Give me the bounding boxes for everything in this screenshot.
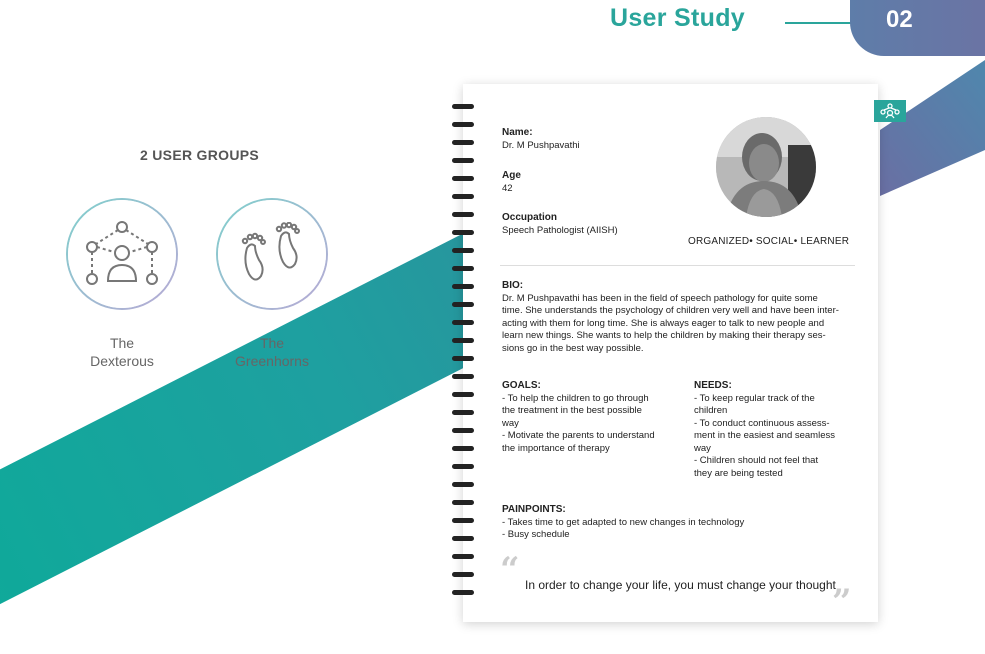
goals-line: - Motivate the parents to understand xyxy=(502,430,655,441)
occupation-label: Occupation xyxy=(502,212,558,223)
bio-line: time. She understands the psychology of children very well and have been inter- xyxy=(502,305,839,316)
persona-photo xyxy=(716,117,816,217)
needs-line: - To keep regular track of the xyxy=(694,392,815,404)
age-label: Age xyxy=(502,170,521,181)
user-group-greenhorns xyxy=(212,198,332,370)
needs-line: way xyxy=(694,442,711,454)
needs-label: NEEDS: xyxy=(694,380,732,391)
network-icon xyxy=(880,103,900,119)
needs-line: - To conduct continuous assess- xyxy=(694,417,830,429)
footprints-icon xyxy=(237,222,307,286)
goals-line: the treatment in the best possible xyxy=(502,405,642,416)
goals-line: the importance of therapy xyxy=(502,442,610,454)
needs-line: - Children should not feel that xyxy=(694,455,819,466)
bio-line: acting with them for long time. She is always eager to talk to new people and xyxy=(502,317,825,329)
user-groups-title: 2 USER GROUPS xyxy=(140,147,260,163)
persona-quote: In order to change your life, you must change your thought xyxy=(525,578,836,592)
bio-line: learn new things. She wants to help the children by making their therapy ses- xyxy=(502,330,826,341)
group-label-line2: Dexterous xyxy=(90,353,154,369)
painpoints-label: PAINPOINTS: xyxy=(502,504,566,515)
group-label-line2: Greenhorns xyxy=(235,353,309,369)
page-badge xyxy=(850,0,985,56)
group-circle xyxy=(66,198,178,310)
persona-age: 42 xyxy=(502,182,513,194)
persona-tag-icon xyxy=(874,100,906,122)
name-label: Name: xyxy=(502,127,533,138)
goals-label: GOALS: xyxy=(502,380,541,391)
goals-line: - To help the children to go through xyxy=(502,392,649,404)
bio-line: Dr. M Pushpavathi has been in the field of speech pathology for quite some xyxy=(502,292,818,304)
network-user-icon xyxy=(82,219,162,289)
group-label-line1: The xyxy=(109,335,135,351)
persona-traits: ORGANIZED• SOCIAL• LEARNER xyxy=(688,236,850,247)
avatar xyxy=(716,117,816,217)
open-quote-icon: “ xyxy=(500,550,520,590)
page-title: User Study xyxy=(610,4,745,32)
needs-line: they are being tested xyxy=(694,467,783,479)
persona-occupation: Speech Pathologist (AIISH) xyxy=(502,224,618,236)
close-quote-icon: ” xyxy=(832,582,852,622)
needs-line: children xyxy=(694,405,728,416)
persona-name: Dr. M Pushpavathi xyxy=(502,139,580,151)
painpoints-line: - Busy schedule xyxy=(502,529,570,540)
painpoints-line: - Takes time to get adapted to new changes in technology xyxy=(502,516,745,528)
group-label-line1: The xyxy=(259,335,285,351)
needs-line: ment in the easiest and seamless xyxy=(694,430,835,441)
user-group-dexterous xyxy=(62,198,182,370)
group-circle xyxy=(216,198,328,310)
goals-line: way xyxy=(502,417,519,429)
bio-label: BIO: xyxy=(502,280,524,291)
title-underline xyxy=(785,22,853,24)
bio-line: sions go in the best way possible. xyxy=(502,342,644,354)
section-divider xyxy=(500,265,855,266)
page-number: 02 xyxy=(886,6,913,33)
